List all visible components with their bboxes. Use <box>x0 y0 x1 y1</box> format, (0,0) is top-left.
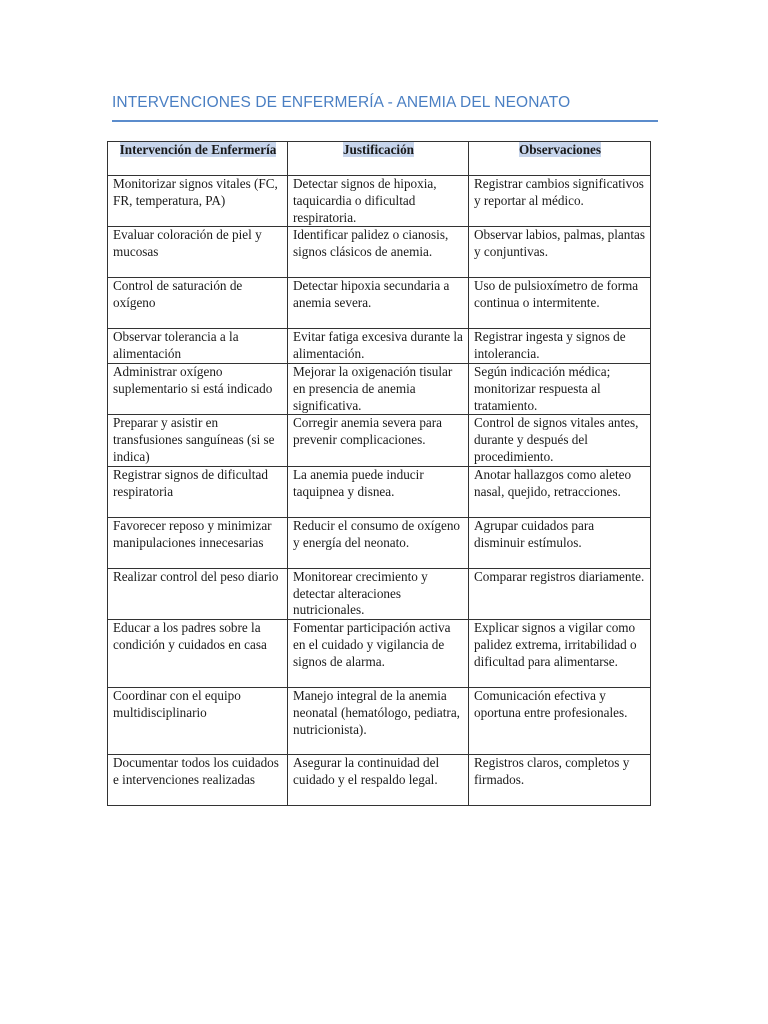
cell-observation: Agrupar cuidados para disminuir estímulos. <box>469 517 651 568</box>
cell-observation: Anotar hallazgos como aleteo nasal, quejido, retracciones. <box>469 466 651 517</box>
table-row <box>108 466 651 517</box>
header-intervention: Intervención de Enfermería <box>108 142 288 176</box>
table-row <box>108 568 651 619</box>
cell-justification: Manejo integral de la anemia neonatal (hematólogo, pediatra, nutricionista). <box>288 688 469 755</box>
document-title: INTERVENCIONES DE ENFERMERÍA - ANEMIA DEL NEONATO <box>112 94 571 111</box>
cell-intervention: Realizar control del peso diario <box>108 568 288 619</box>
cell-justification: Detectar signos de hipoxia, taquicardia o dificultad respiratoria. <box>288 176 469 227</box>
cell-observation: Comparar registros diariamente. <box>469 568 651 619</box>
cell-observation: Registrar ingesta y signos de intolerancia. <box>469 329 651 364</box>
cell-justification: Identificar palidez o cianosis, signos clásicos de anemia. <box>288 227 469 278</box>
cell-observation: Registrar cambios significativos y reportar al médico. <box>469 176 651 227</box>
cell-intervention: Administrar oxígeno suplementario si está indicado <box>108 363 288 414</box>
cell-observation: Registros claros, completos y firmados. <box>469 755 651 806</box>
cell-intervention: Evaluar coloración de piel y mucosas <box>108 227 288 278</box>
cell-intervention: Registrar signos de dificultad respiratoria <box>108 466 288 517</box>
cell-justification: Monitorear crecimiento y detectar alteraciones nutricionales. <box>288 568 469 619</box>
cell-justification: La anemia puede inducir taquipnea y disnea. <box>288 466 469 517</box>
table-row <box>108 517 651 568</box>
table-row <box>108 176 651 227</box>
cell-justification: Detectar hipoxia secundaria a anemia severa. <box>288 278 469 329</box>
table-row <box>108 278 651 329</box>
header-justification: Justificación <box>288 142 469 176</box>
cell-justification: Corregir anemia severa para prevenir complicaciones. <box>288 415 469 466</box>
cell-justification: Reducir el consumo de oxígeno y energía del neonato. <box>288 517 469 568</box>
cell-justification: Fomentar participación activa en el cuidado y vigilancia de signos de alarma. <box>288 620 469 688</box>
cell-observation: Uso de pulsioxímetro de forma continua o intermitente. <box>469 278 651 329</box>
table-row <box>108 415 651 466</box>
cell-observation: Según indicación médica; monitorizar respuesta al tratamiento. <box>469 363 651 414</box>
title-underline <box>112 120 658 122</box>
header-observations: Observaciones <box>469 142 651 176</box>
table-row <box>108 227 651 278</box>
table-row <box>108 363 651 414</box>
cell-intervention: Documentar todos los cuidados e intervenciones realizadas <box>108 755 288 806</box>
cell-justification: Mejorar la oxigenación tisular en presencia de anemia significativa. <box>288 363 469 414</box>
table-row <box>108 755 651 806</box>
cell-intervention: Educar a los padres sobre la condición y cuidados en casa <box>108 620 288 688</box>
nursing-interventions-table <box>107 141 651 806</box>
cell-observation: Explicar signos a vigilar como palidez extrema, irritabilidad o dificultad para alimentarse. <box>469 620 651 688</box>
cell-observation: Observar labios, palmas, plantas y conjuntivas. <box>469 227 651 278</box>
cell-intervention: Monitorizar signos vitales (FC, FR, temperatura, PA) <box>108 176 288 227</box>
table-row <box>108 688 651 755</box>
cell-justification: Evitar fatiga excesiva durante la alimentación. <box>288 329 469 364</box>
cell-intervention: Coordinar con el equipo multidisciplinario <box>108 688 288 755</box>
cell-intervention: Control de saturación de oxígeno <box>108 278 288 329</box>
cell-observation: Comunicación efectiva y oportuna entre profesionales. <box>469 688 651 755</box>
cell-justification: Asegurar la continuidad del cuidado y el respaldo legal. <box>288 755 469 806</box>
cell-intervention: Favorecer reposo y minimizar manipulaciones innecesarias <box>108 517 288 568</box>
cell-intervention: Preparar y asistir en transfusiones sanguíneas (si se indica) <box>108 415 288 466</box>
cell-observation: Control de signos vitales antes, durante y después del procedimiento. <box>469 415 651 466</box>
table-row <box>108 329 651 364</box>
cell-intervention: Observar tolerancia a la alimentación <box>108 329 288 364</box>
table-header-row <box>108 142 651 176</box>
table-row <box>108 620 651 688</box>
